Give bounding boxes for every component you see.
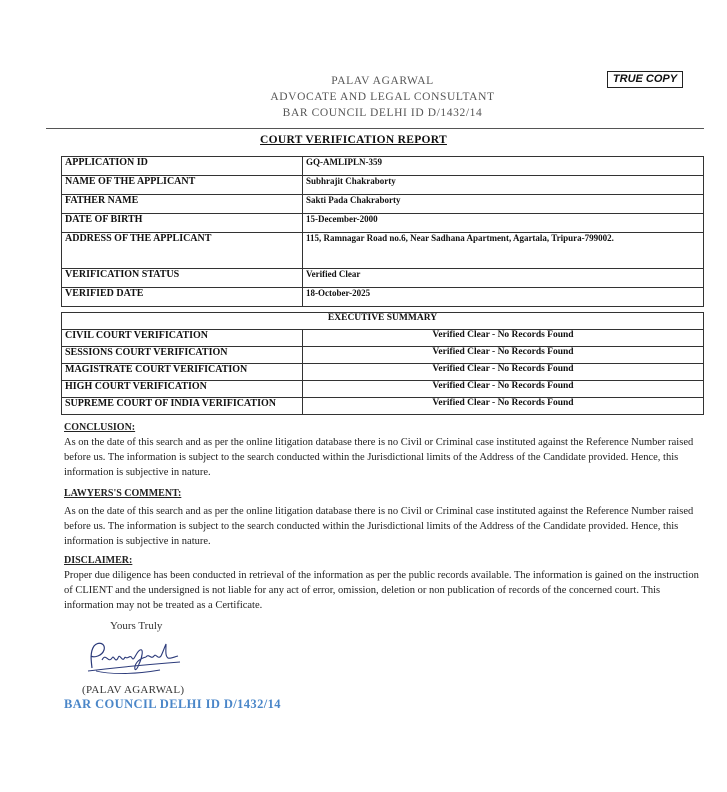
table-row xyxy=(62,176,704,195)
report-title: COURT VERIFICATION REPORT xyxy=(260,134,447,146)
row-label: HIGH COURT VERIFICATION xyxy=(62,381,303,398)
row-value: 18-October-2025 xyxy=(303,288,704,307)
row-label: VERIFIED DATE xyxy=(62,288,303,307)
table-row xyxy=(62,269,704,288)
row-value: Subhrajit Chakraborty xyxy=(303,176,704,195)
table-row xyxy=(62,214,704,233)
row-value: Verified Clear - No Records Found xyxy=(303,398,704,415)
row-value: Verified Clear - No Records Found xyxy=(303,381,704,398)
lawyers-comment-text: As on the date of this search and as per the online litigation database there is no Civil or Criminal case instituted against the Reference Number raised before us. The information is subject to the search conducted within the Jurisdictional limits of the Address of the Candidate provided. Hence, this information is subjective in nature. xyxy=(64,506,694,547)
row-value: GQ-AMLIPLN-359 xyxy=(303,157,704,176)
executive-summary-table xyxy=(61,312,704,415)
disclaimer-heading: DISCLAIMER: xyxy=(64,555,133,566)
row-label: MAGISTRATE COURT VERIFICATION xyxy=(62,364,303,381)
header-divider xyxy=(46,128,704,129)
conclusion-heading: CONCLUSION: xyxy=(64,422,136,433)
advocate-designation: ADVOCATE AND LEGAL CONSULTANT xyxy=(270,91,495,103)
disclaimer-section xyxy=(64,553,704,613)
advocate-name: PALAV AGARWAL xyxy=(331,75,434,87)
row-label: SESSIONS COURT VERIFICATION xyxy=(62,347,303,364)
executive-summary-heading: EXECUTIVE SUMMARY xyxy=(62,313,704,330)
row-label: FATHER NAME xyxy=(62,195,303,214)
table-row xyxy=(62,288,704,307)
table-row xyxy=(62,398,704,415)
closing-salutation: Yours Truly xyxy=(110,620,163,632)
applicant-details-table xyxy=(61,156,704,307)
conclusion-section xyxy=(64,420,704,480)
row-value: 115, Ramnagar Road no.6, Near Sadhana Apartment, Agartala, Tripura-799002. xyxy=(303,233,704,269)
row-value: Verified Clear xyxy=(303,269,704,288)
table-row xyxy=(62,347,704,364)
row-label: SUPREME COURT OF INDIA VERIFICATION xyxy=(62,398,303,415)
row-value: Verified Clear - No Records Found xyxy=(303,330,704,347)
table-row xyxy=(62,233,704,269)
conclusion-text: As on the date of this search and as per the online litigation database there is no Civil or Criminal case instituted against the Reference Number raised before us. The information is subject to the search conducted within the Jurisdictional limits of the Address of the Candidate provided. Hence, this information is subjective in nature. xyxy=(64,437,694,478)
row-label: APPLICATION ID xyxy=(62,157,303,176)
table-row xyxy=(62,364,704,381)
table-row xyxy=(62,157,704,176)
row-value: Verified Clear - No Records Found xyxy=(303,364,704,381)
row-label: NAME OF THE APPLICANT xyxy=(62,176,303,195)
row-label: ADDRESS OF THE APPLICANT xyxy=(62,233,303,269)
handwritten-signature xyxy=(82,638,182,685)
row-label: DATE OF BIRTH xyxy=(62,214,303,233)
table-row xyxy=(62,330,704,347)
true-copy-stamp: TRUE COPY xyxy=(607,71,683,88)
table-row xyxy=(62,381,704,398)
row-label: VERIFICATION STATUS xyxy=(62,269,303,288)
letterhead-bar-id: BAR COUNCIL DELHI ID D/1432/14 xyxy=(282,107,483,119)
table-row xyxy=(62,195,704,214)
row-value: 15-December-2000 xyxy=(303,214,704,233)
lawyers-comment-section xyxy=(64,486,704,549)
lawyers-comment-heading: LAWYERS'S COMMENT: xyxy=(64,488,182,499)
signatory-name: (PALAV AGARWAL) xyxy=(82,684,185,696)
row-value: Verified Clear - No Records Found xyxy=(303,347,704,364)
signatory-bar-id: BAR COUNCIL DELHI ID D/1432/14 xyxy=(64,697,281,711)
disclaimer-text: Proper due diligence has been conducted in retrieval of the information as per the public records available. The information is gained on the instruction of CLIENT and the undersigned is not liable for any act of error, omission, deletion or non publication of records of the concerned court. This information may not be treated as a Certificate. xyxy=(64,570,699,611)
row-label: CIVIL COURT VERIFICATION xyxy=(62,330,303,347)
row-value: Sakti Pada Chakraborty xyxy=(303,195,704,214)
table-header-row xyxy=(62,313,704,330)
